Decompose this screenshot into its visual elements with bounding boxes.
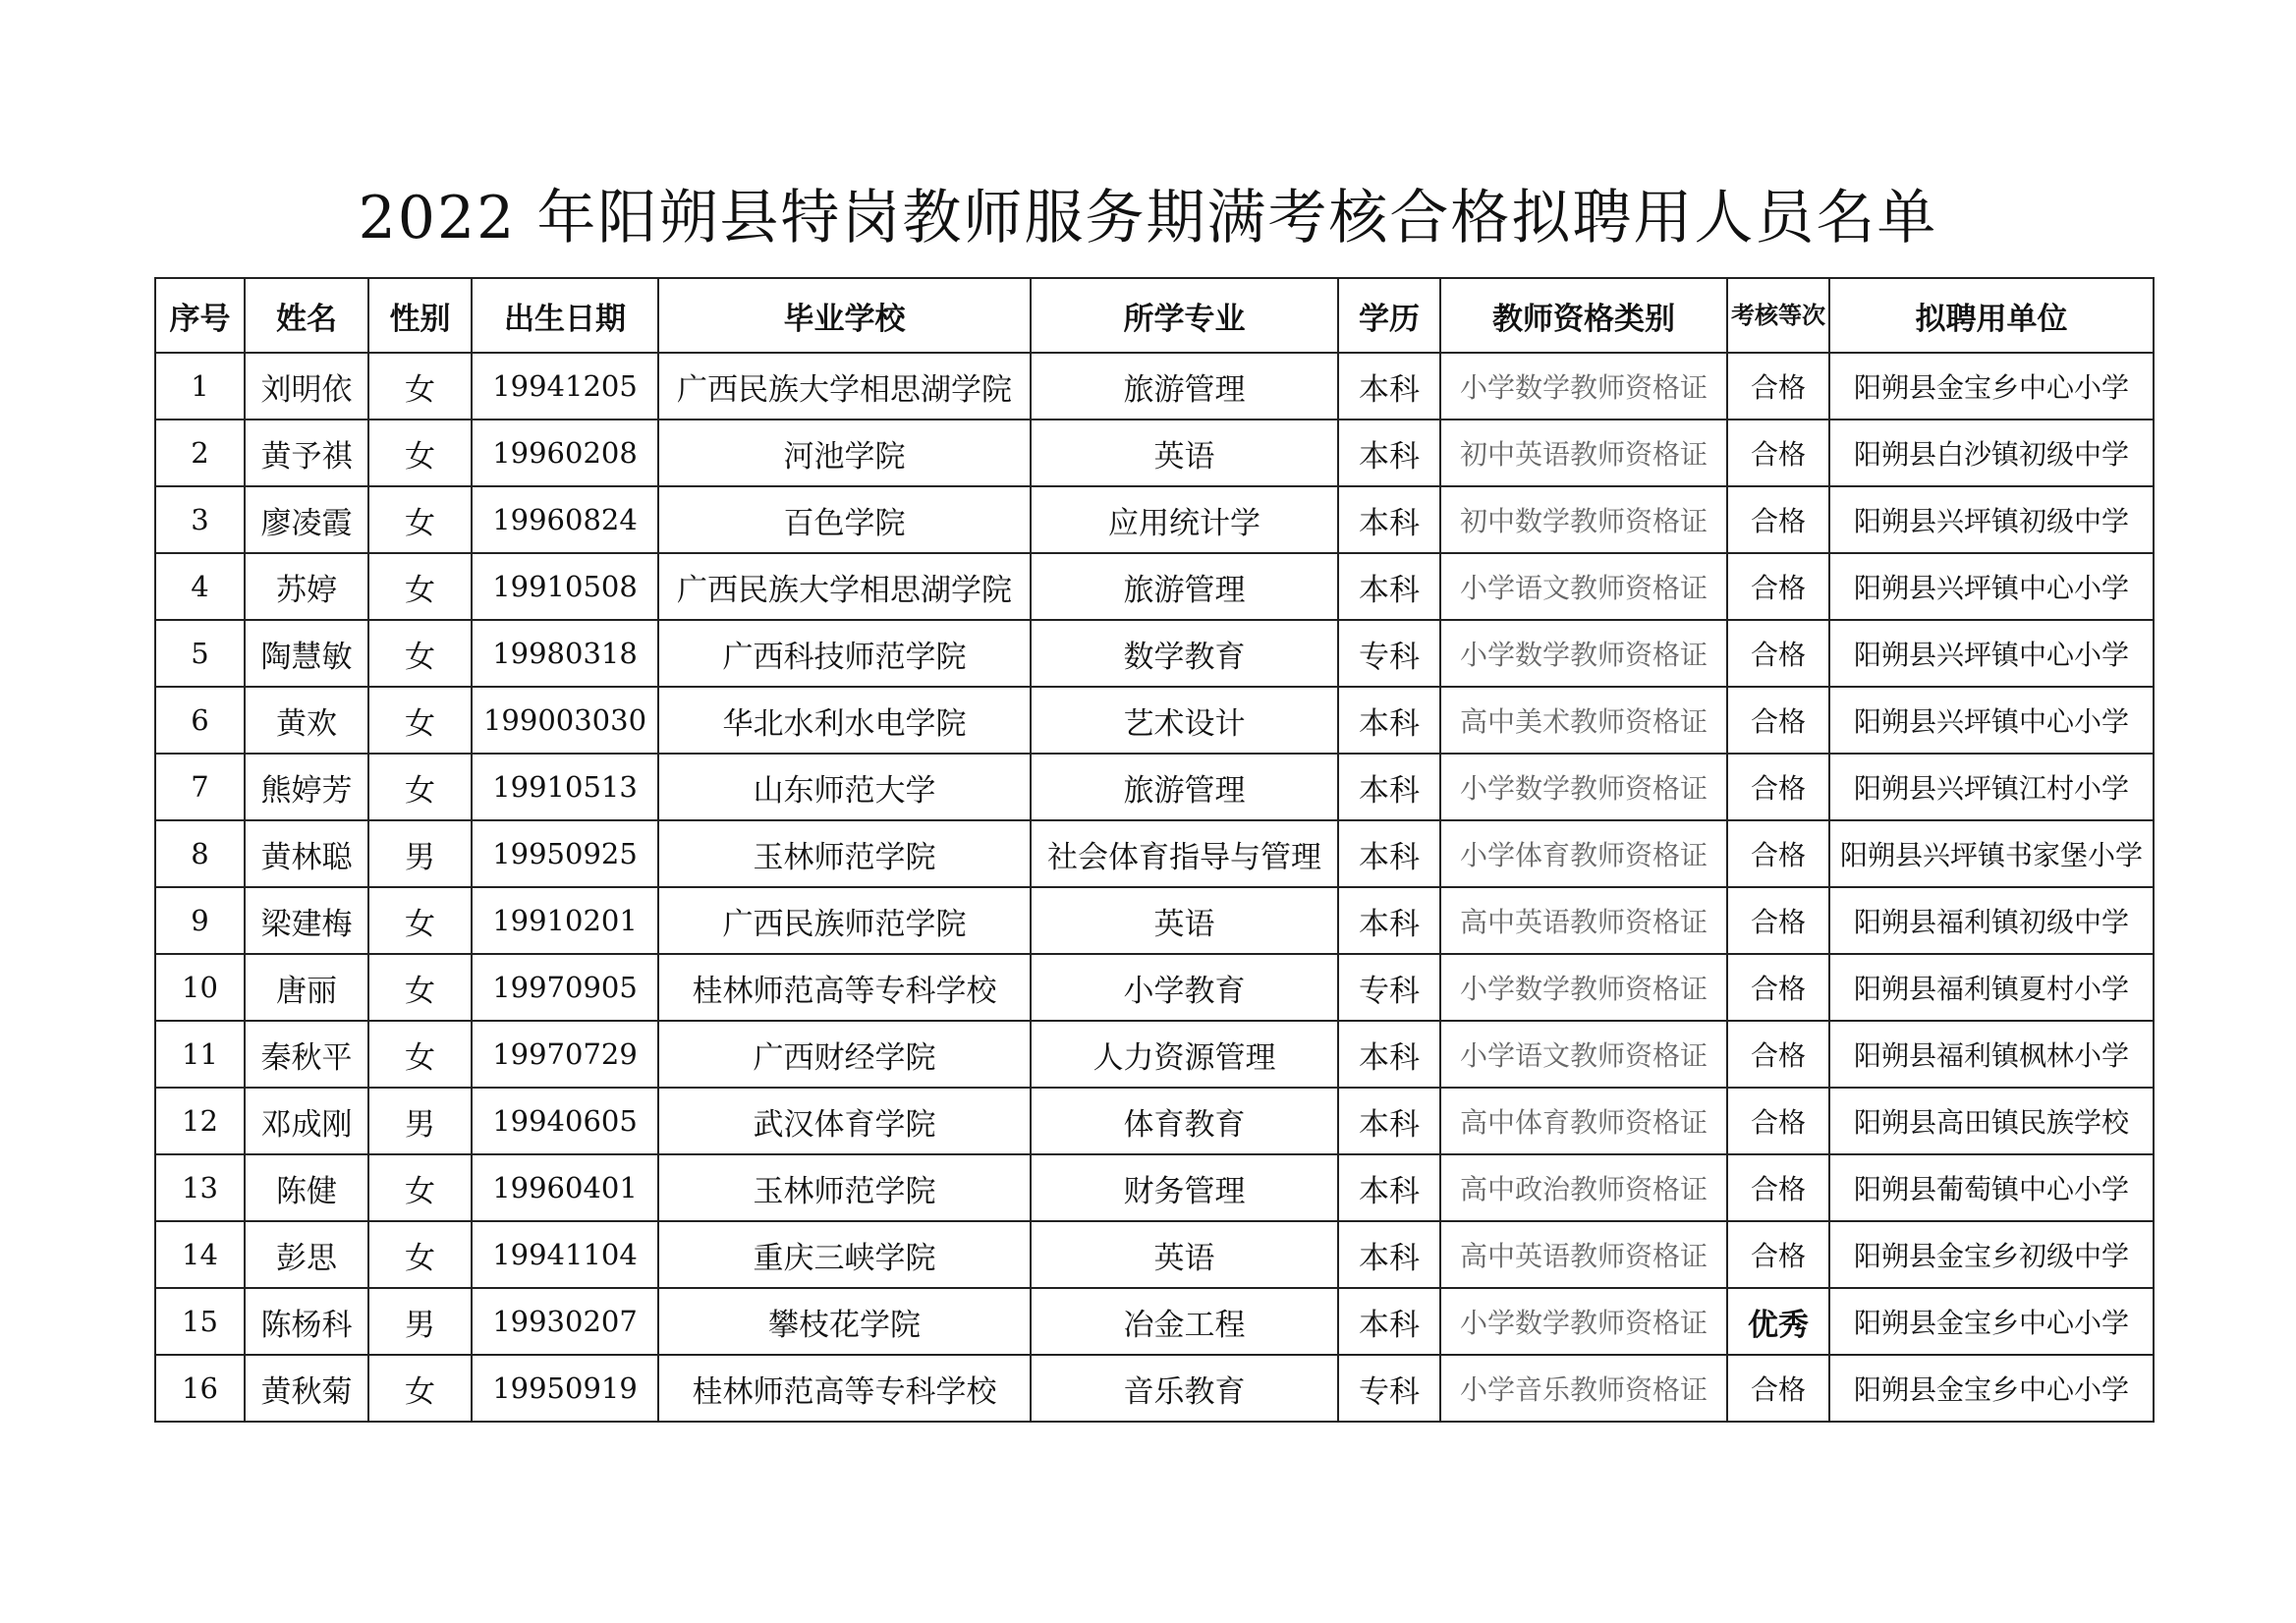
cell-cert: 高中英语教师资格证 xyxy=(1440,887,1727,954)
cell-cert: 小学体育教师资格证 xyxy=(1440,820,1727,887)
cell-major: 旅游管理 xyxy=(1031,353,1338,420)
cell-cert: 小学数学教师资格证 xyxy=(1440,353,1727,420)
cell-edu: 专科 xyxy=(1338,954,1440,1021)
cell-gender: 女 xyxy=(368,353,472,420)
cell-major: 财务管理 xyxy=(1031,1154,1338,1221)
cell-unit: 阳朔县高田镇民族学校 xyxy=(1829,1088,2154,1154)
cell-cert: 小学数学教师资格证 xyxy=(1440,1288,1727,1355)
cell-name: 梁建梅 xyxy=(245,887,368,954)
cell-school: 广西民族大学相思湖学院 xyxy=(658,553,1031,620)
cell-birth: 19960824 xyxy=(472,486,658,553)
cell-unit: 阳朔县兴坪镇中心小学 xyxy=(1829,687,2154,754)
cell-major: 应用统计学 xyxy=(1031,486,1338,553)
cell-edu: 专科 xyxy=(1338,1355,1440,1422)
cell-school: 山东师范大学 xyxy=(658,754,1031,820)
cell-name: 唐丽 xyxy=(245,954,368,1021)
document-title: 2022 年阳朔县特岗教师服务期满考核合格拟聘用人员名单 xyxy=(358,184,1938,252)
cell-school: 武汉体育学院 xyxy=(658,1088,1031,1154)
cell-school: 重庆三峡学院 xyxy=(658,1221,1031,1288)
cell-birth: 199003030 xyxy=(472,687,658,754)
cell-name: 熊婷芳 xyxy=(245,754,368,820)
cell-seq: 6 xyxy=(155,687,245,754)
table-row xyxy=(155,553,2154,620)
cell-cert: 小学数学教师资格证 xyxy=(1440,954,1727,1021)
cell-gender: 女 xyxy=(368,954,472,1021)
cell-edu: 本科 xyxy=(1338,553,1440,620)
cell-edu: 本科 xyxy=(1338,1288,1440,1355)
table-row xyxy=(155,820,2154,887)
cell-cert: 高中美术教师资格证 xyxy=(1440,687,1727,754)
cell-gender: 女 xyxy=(368,486,472,553)
cell-seq: 8 xyxy=(155,820,245,887)
cell-major: 小学教育 xyxy=(1031,954,1338,1021)
cell-school: 桂林师范高等专科学校 xyxy=(658,954,1031,1021)
cell-birth: 19950919 xyxy=(472,1355,658,1422)
cell-cert: 高中政治教师资格证 xyxy=(1440,1154,1727,1221)
candidate-table xyxy=(154,277,2155,1423)
cell-school: 华北水利水电学院 xyxy=(658,687,1031,754)
cell-edu: 本科 xyxy=(1338,887,1440,954)
table-row xyxy=(155,353,2154,420)
cell-birth: 19940605 xyxy=(472,1088,658,1154)
table-row xyxy=(155,887,2154,954)
cell-cert: 高中英语教师资格证 xyxy=(1440,1221,1727,1288)
cell-edu: 本科 xyxy=(1338,353,1440,420)
cell-seq: 9 xyxy=(155,887,245,954)
cell-name: 秦秋平 xyxy=(245,1021,368,1088)
cell-school: 攀枝花学院 xyxy=(658,1288,1031,1355)
table-row xyxy=(155,954,2154,1021)
cell-birth: 19910201 xyxy=(472,887,658,954)
cell-unit: 阳朔县福利镇枫林小学 xyxy=(1829,1021,2154,1088)
cell-gender: 男 xyxy=(368,1288,472,1355)
cell-unit: 阳朔县金宝乡中心小学 xyxy=(1829,1355,2154,1422)
cell-grade: 合格 xyxy=(1727,1021,1829,1088)
cell-edu: 专科 xyxy=(1338,620,1440,687)
cell-edu: 本科 xyxy=(1338,486,1440,553)
cell-gender: 女 xyxy=(368,687,472,754)
cell-seq: 14 xyxy=(155,1221,245,1288)
cell-unit: 阳朔县兴坪镇江村小学 xyxy=(1829,754,2154,820)
cell-grade: 合格 xyxy=(1727,687,1829,754)
header-edu: 学历 xyxy=(1338,278,1440,353)
cell-seq: 16 xyxy=(155,1355,245,1422)
cell-birth: 19960208 xyxy=(472,420,658,486)
table-row xyxy=(155,486,2154,553)
cell-unit: 阳朔县兴坪镇中心小学 xyxy=(1829,620,2154,687)
cell-gender: 女 xyxy=(368,553,472,620)
cell-name: 黄秋菊 xyxy=(245,1355,368,1422)
cell-birth: 19941104 xyxy=(472,1221,658,1288)
cell-major: 旅游管理 xyxy=(1031,754,1338,820)
cell-gender: 女 xyxy=(368,1154,472,1221)
cell-gender: 女 xyxy=(368,1221,472,1288)
cell-unit: 阳朔县白沙镇初级中学 xyxy=(1829,420,2154,486)
cell-grade: 合格 xyxy=(1727,1355,1829,1422)
cell-unit: 阳朔县葡萄镇中心小学 xyxy=(1829,1154,2154,1221)
cell-birth: 19950925 xyxy=(472,820,658,887)
cell-unit: 阳朔县福利镇初级中学 xyxy=(1829,887,2154,954)
cell-edu: 本科 xyxy=(1338,1221,1440,1288)
cell-seq: 5 xyxy=(155,620,245,687)
cell-seq: 2 xyxy=(155,420,245,486)
cell-seq: 12 xyxy=(155,1088,245,1154)
header-name: 姓名 xyxy=(245,278,368,353)
header-gender: 性别 xyxy=(368,278,472,353)
cell-major: 冶金工程 xyxy=(1031,1288,1338,1355)
cell-unit: 阳朔县兴坪镇初级中学 xyxy=(1829,486,2154,553)
table-row xyxy=(155,1221,2154,1288)
cell-gender: 女 xyxy=(368,887,472,954)
cell-birth: 19960401 xyxy=(472,1154,658,1221)
cell-grade: 合格 xyxy=(1727,420,1829,486)
header-major: 所学专业 xyxy=(1031,278,1338,353)
cell-seq: 4 xyxy=(155,553,245,620)
cell-name: 彭思 xyxy=(245,1221,368,1288)
cell-name: 廖凌霞 xyxy=(245,486,368,553)
cell-edu: 本科 xyxy=(1338,1021,1440,1088)
cell-seq: 13 xyxy=(155,1154,245,1221)
cell-unit: 阳朔县金宝乡初级中学 xyxy=(1829,1221,2154,1288)
cell-grade: 合格 xyxy=(1727,620,1829,687)
cell-name: 黄欢 xyxy=(245,687,368,754)
cell-name: 苏婷 xyxy=(245,553,368,620)
cell-cert: 小学语文教师资格证 xyxy=(1440,553,1727,620)
table-row xyxy=(155,687,2154,754)
header-seq: 序号 xyxy=(155,278,245,353)
cell-unit: 阳朔县金宝乡中心小学 xyxy=(1829,1288,2154,1355)
cell-edu: 本科 xyxy=(1338,420,1440,486)
table-row xyxy=(155,754,2154,820)
table-row xyxy=(155,420,2154,486)
table-row xyxy=(155,1088,2154,1154)
cell-unit: 阳朔县兴坪镇书家堡小学 xyxy=(1829,820,2154,887)
cell-name: 黄予祺 xyxy=(245,420,368,486)
cell-grade: 合格 xyxy=(1727,1221,1829,1288)
cell-unit: 阳朔县兴坪镇中心小学 xyxy=(1829,553,2154,620)
cell-gender: 女 xyxy=(368,620,472,687)
cell-grade: 合格 xyxy=(1727,486,1829,553)
cell-edu: 本科 xyxy=(1338,1154,1440,1221)
cell-name: 刘明依 xyxy=(245,353,368,420)
cell-edu: 本科 xyxy=(1338,687,1440,754)
cell-unit: 阳朔县金宝乡中心小学 xyxy=(1829,353,2154,420)
table-header-row xyxy=(155,278,2154,353)
cell-seq: 10 xyxy=(155,954,245,1021)
cell-seq: 3 xyxy=(155,486,245,553)
cell-school: 广西民族大学相思湖学院 xyxy=(658,353,1031,420)
cell-edu: 本科 xyxy=(1338,754,1440,820)
cell-school: 广西财经学院 xyxy=(658,1021,1031,1088)
cell-birth: 19970905 xyxy=(472,954,658,1021)
cell-grade: 合格 xyxy=(1727,353,1829,420)
cell-edu: 本科 xyxy=(1338,1088,1440,1154)
table-row xyxy=(155,1021,2154,1088)
cell-grade: 合格 xyxy=(1727,553,1829,620)
cell-grade: 合格 xyxy=(1727,1154,1829,1221)
cell-school: 玉林师范学院 xyxy=(658,820,1031,887)
cell-grade: 合格 xyxy=(1727,954,1829,1021)
cell-birth: 19930207 xyxy=(472,1288,658,1355)
cell-birth: 19910513 xyxy=(472,754,658,820)
cell-birth: 19970729 xyxy=(472,1021,658,1088)
cell-grade: 合格 xyxy=(1727,1088,1829,1154)
cell-major: 体育教育 xyxy=(1031,1088,1338,1154)
cell-birth: 19910508 xyxy=(472,553,658,620)
cell-cert: 初中数学教师资格证 xyxy=(1440,486,1727,553)
cell-major: 英语 xyxy=(1031,420,1338,486)
cell-grade: 合格 xyxy=(1727,754,1829,820)
cell-cert: 小学数学教师资格证 xyxy=(1440,754,1727,820)
header-unit: 拟聘用单位 xyxy=(1829,278,2154,353)
cell-gender: 男 xyxy=(368,820,472,887)
cell-school: 百色学院 xyxy=(658,486,1031,553)
cell-name: 陶慧敏 xyxy=(245,620,368,687)
cell-cert: 初中英语教师资格证 xyxy=(1440,420,1727,486)
cell-gender: 男 xyxy=(368,1088,472,1154)
cell-school: 广西科技师范学院 xyxy=(658,620,1031,687)
table-row xyxy=(155,1355,2154,1422)
cell-school: 河池学院 xyxy=(658,420,1031,486)
cell-gender: 女 xyxy=(368,1021,472,1088)
cell-cert: 小学数学教师资格证 xyxy=(1440,620,1727,687)
cell-birth: 19980318 xyxy=(472,620,658,687)
cell-major: 数学教育 xyxy=(1031,620,1338,687)
table-row xyxy=(155,1154,2154,1221)
cell-name: 陈健 xyxy=(245,1154,368,1221)
cell-major: 旅游管理 xyxy=(1031,553,1338,620)
cell-edu: 本科 xyxy=(1338,820,1440,887)
cell-major: 英语 xyxy=(1031,1221,1338,1288)
cell-school: 桂林师范高等专科学校 xyxy=(658,1355,1031,1422)
table-row xyxy=(155,1288,2154,1355)
cell-gender: 女 xyxy=(368,1355,472,1422)
cell-seq: 7 xyxy=(155,754,245,820)
cell-seq: 1 xyxy=(155,353,245,420)
cell-cert: 小学音乐教师资格证 xyxy=(1440,1355,1727,1422)
cell-seq: 11 xyxy=(155,1021,245,1088)
cell-cert: 小学语文教师资格证 xyxy=(1440,1021,1727,1088)
table-body xyxy=(155,353,2154,1422)
header-cert: 教师资格类别 xyxy=(1440,278,1727,353)
header-grade: 考核等次 xyxy=(1727,278,1829,353)
cell-major: 艺术设计 xyxy=(1031,687,1338,754)
cell-name: 邓成刚 xyxy=(245,1088,368,1154)
cell-grade: 合格 xyxy=(1727,820,1829,887)
header-birth: 出生日期 xyxy=(472,278,658,353)
cell-major: 英语 xyxy=(1031,887,1338,954)
cell-unit: 阳朔县福利镇夏村小学 xyxy=(1829,954,2154,1021)
cell-cert: 高中体育教师资格证 xyxy=(1440,1088,1727,1154)
cell-major: 人力资源管理 xyxy=(1031,1021,1338,1088)
cell-name: 黄林聪 xyxy=(245,820,368,887)
cell-grade: 合格 xyxy=(1727,887,1829,954)
cell-birth: 19941205 xyxy=(472,353,658,420)
header-school: 毕业学校 xyxy=(658,278,1031,353)
cell-seq: 15 xyxy=(155,1288,245,1355)
cell-gender: 女 xyxy=(368,420,472,486)
cell-grade: 优秀 xyxy=(1727,1288,1829,1355)
cell-name: 陈杨科 xyxy=(245,1288,368,1355)
cell-major: 音乐教育 xyxy=(1031,1355,1338,1422)
cell-gender: 女 xyxy=(368,754,472,820)
table-row xyxy=(155,620,2154,687)
cell-major: 社会体育指导与管理 xyxy=(1031,820,1338,887)
cell-school: 玉林师范学院 xyxy=(658,1154,1031,1221)
cell-school: 广西民族师范学院 xyxy=(658,887,1031,954)
